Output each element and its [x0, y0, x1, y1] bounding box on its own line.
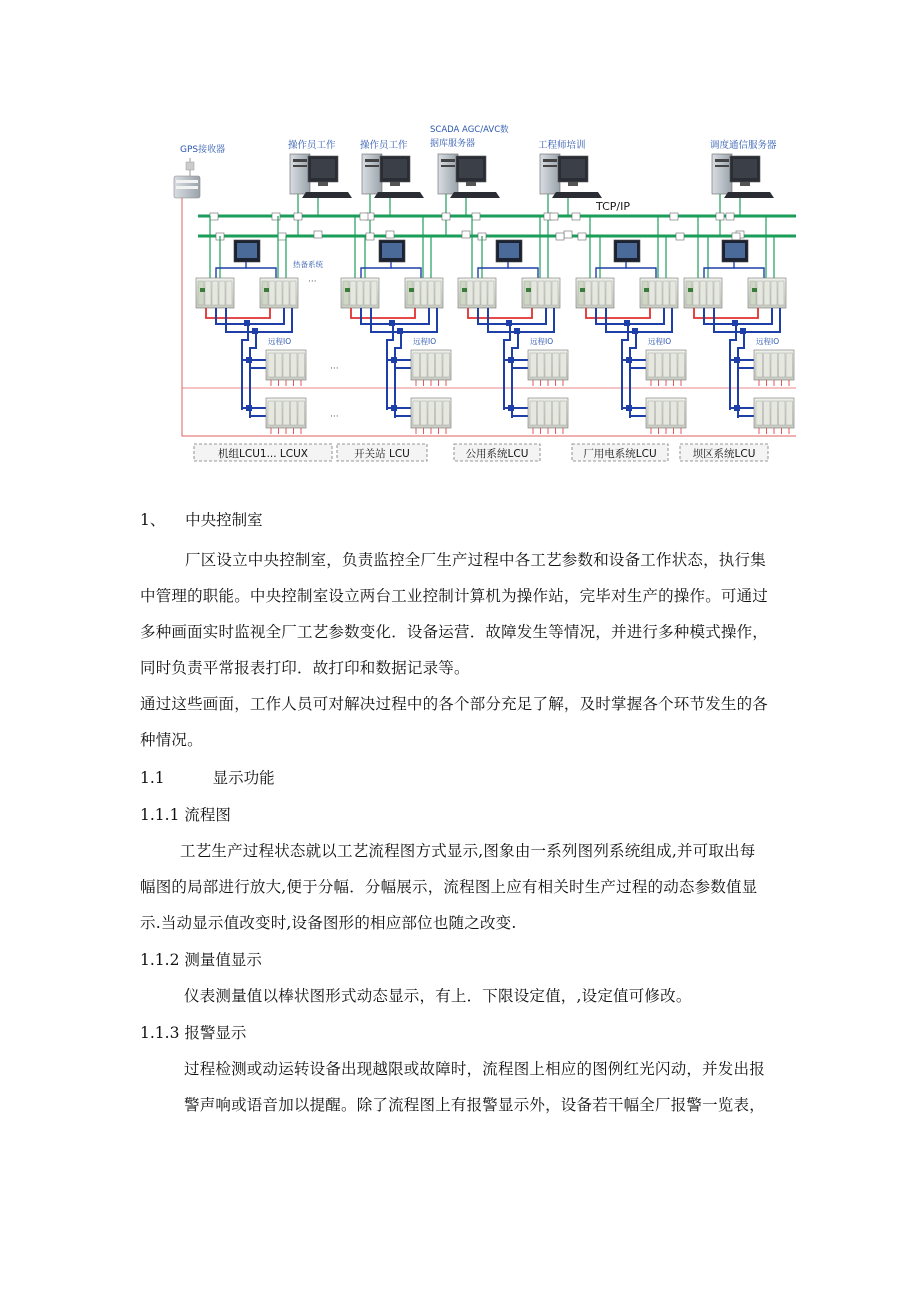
remote-io-rack	[411, 398, 451, 434]
plc-module	[578, 281, 584, 305]
io-module	[764, 401, 771, 425]
remote-io-rack	[754, 398, 794, 434]
section-1-1-1: 1.1.1 流程图	[140, 806, 231, 824]
lcu-group-3	[454, 216, 568, 461]
plc-module	[764, 281, 770, 305]
keyboard	[374, 192, 424, 198]
io-module	[530, 401, 537, 425]
monitor-screen	[733, 159, 757, 178]
keyboard	[724, 192, 774, 198]
plc-module	[198, 281, 204, 305]
pc-tower-drive	[441, 159, 455, 162]
io-module	[560, 401, 567, 425]
hmi-link	[626, 268, 656, 278]
io-module	[671, 401, 678, 425]
plc-module	[435, 281, 441, 305]
lcu-group-2	[337, 216, 451, 461]
workstation-label: 调度通信服务器	[710, 140, 777, 151]
remote-io-rack	[754, 350, 794, 386]
pc-tower-drive	[365, 165, 379, 167]
bus-node	[734, 357, 740, 363]
system-architecture-diagram	[160, 118, 810, 470]
section-1-1-2: 1.1.2 测量值显示	[140, 951, 262, 969]
plc-led	[688, 288, 693, 292]
io-module	[656, 353, 663, 377]
workstation-label-line2: 据库服务器	[430, 139, 476, 149]
plc-led	[264, 288, 269, 292]
io-trunk	[730, 324, 736, 410]
plc-module	[524, 281, 530, 305]
remote-io-rack	[266, 398, 306, 434]
plc-rack	[748, 278, 786, 308]
monitor-screen	[311, 159, 335, 178]
plc-module	[606, 281, 612, 305]
section-number: 1.1	[140, 769, 165, 787]
plc-module	[205, 281, 211, 305]
plc-module	[421, 281, 427, 305]
para1-line3: 多种画面实时监视全厂工艺参数变化．设备运营．故障发生等情况，并进行多种模式操作，	[140, 623, 769, 641]
io-module	[413, 401, 420, 425]
bus-node	[734, 405, 740, 411]
plc-module	[276, 281, 282, 305]
bus-node	[508, 357, 514, 363]
io-trunk	[504, 324, 510, 410]
bus-node	[391, 357, 397, 363]
io-module	[428, 353, 435, 377]
bus-port	[676, 233, 684, 240]
plc-module	[357, 281, 363, 305]
workstation-label: 操作员工作	[288, 140, 336, 151]
plc-module	[531, 281, 537, 305]
io-module	[428, 401, 435, 425]
hmi-screen	[725, 243, 745, 258]
keyboard	[552, 192, 602, 198]
plc-led	[345, 288, 350, 292]
section-title: 显示功能	[212, 769, 275, 787]
hmi-link	[508, 268, 538, 278]
plc-led	[409, 288, 414, 292]
io-module	[553, 353, 560, 377]
plc-rack	[576, 278, 614, 308]
remote-io-rack	[266, 350, 306, 386]
io-module	[678, 353, 685, 377]
remote-io-label: 远程IO	[756, 337, 780, 346]
fieldbus	[606, 308, 672, 332]
fieldbus	[371, 308, 437, 332]
io-module	[298, 401, 305, 425]
monitor-screen	[383, 159, 407, 178]
bus-node	[246, 357, 252, 363]
switch-port	[462, 231, 470, 238]
switch-port	[386, 231, 394, 238]
io-module	[291, 353, 298, 377]
bus-node	[391, 405, 397, 411]
bus-node	[508, 405, 514, 411]
io-module	[545, 401, 552, 425]
section-1-1-3: 1.1.3 报警显示	[140, 1024, 247, 1042]
io-module	[276, 401, 283, 425]
io-module	[413, 353, 420, 377]
io-module	[663, 401, 670, 425]
plc-module	[371, 281, 377, 305]
io-module	[779, 401, 786, 425]
switch-port	[564, 231, 572, 238]
plc-module	[290, 281, 296, 305]
io-module	[530, 353, 537, 377]
plc-module	[414, 281, 420, 305]
io-module	[298, 353, 305, 377]
pc-tower-drive	[543, 159, 557, 162]
para1-line4: 同时负责平常报表打印．故打印和数据记录等。	[140, 659, 470, 677]
para3-line3: 示.当动显示值改变时,设备图形的相应部位也随之改变.	[140, 914, 517, 932]
plc-module	[552, 281, 558, 305]
io-trunk	[387, 324, 393, 410]
plc-led	[644, 288, 649, 292]
monitor-stand	[390, 182, 400, 186]
io-module	[756, 353, 763, 377]
remote-io-label: 远程IO	[530, 337, 554, 346]
section-1-1	[140, 768, 275, 788]
hmi-screen	[382, 243, 402, 258]
bus-port	[572, 213, 580, 220]
io-module	[756, 401, 763, 425]
monitor-stand	[568, 182, 578, 186]
workstation-label: 操作员工作	[360, 140, 408, 151]
bus-port	[726, 213, 734, 220]
plc-module	[407, 281, 413, 305]
plc-module	[343, 281, 349, 305]
plc-rack	[260, 278, 298, 308]
io-module	[648, 401, 655, 425]
ellipsis-top: ···	[308, 277, 317, 287]
gps-receiver	[174, 143, 225, 198]
remote-io-rack	[528, 350, 568, 386]
remote-io-label: 远程IO	[413, 337, 437, 346]
remote-io-rack	[646, 350, 686, 386]
bus-port	[670, 213, 678, 220]
plc-led	[580, 288, 585, 292]
bus-port	[472, 213, 480, 220]
plc-module	[778, 281, 784, 305]
para5-line1: 过程检测或动运转设备出现越限或故障时，流程图上相应的图例红光闪动，并发出报	[184, 1060, 765, 1078]
switch-port	[716, 213, 724, 220]
io-module	[276, 353, 283, 377]
plc-led	[526, 288, 531, 292]
io-module	[421, 353, 428, 377]
monitor-stand	[318, 182, 328, 186]
remote-io-rack	[528, 398, 568, 434]
para3-line2: 幅图的局部进行放大,便于分幅．分幅展示，流程图上应有相关时生产过程的动态参数值显	[140, 878, 758, 896]
para3-line1: 工艺生产过程状态就以工艺流程图方式显示,图象由一系列图列系统组成,并可取出每	[180, 842, 756, 860]
io-module	[560, 353, 567, 377]
plc-rack	[405, 278, 443, 308]
io-module	[553, 401, 560, 425]
workstation-label-line1: SCADA AGC/AVC数	[430, 125, 509, 135]
ellipsis-low: ···	[330, 412, 339, 422]
io-module	[678, 401, 685, 425]
plc-module	[771, 281, 777, 305]
plc-rack	[458, 278, 496, 308]
plc-rack	[196, 278, 234, 308]
bus-port	[210, 213, 218, 220]
ellipsis-mid: ···	[330, 364, 339, 374]
plc-module	[488, 281, 494, 305]
plc-module	[670, 281, 676, 305]
plc-led	[462, 288, 467, 292]
workstation-3	[430, 124, 509, 238]
workstation-4	[538, 139, 602, 238]
para5-line2: 警声响或语音加以提醒。除了流程图上有报警显示外，设备若干幅全厂报警一览表，	[184, 1096, 765, 1114]
pc-tower-drive	[543, 165, 557, 167]
plc-module	[481, 281, 487, 305]
io-trunk	[622, 324, 628, 410]
plc-module	[757, 281, 763, 305]
lcu-label: 机组LCU1... LCUX	[218, 448, 308, 460]
io-module	[545, 353, 552, 377]
lcu-group-5	[680, 216, 794, 461]
bus-port	[556, 233, 564, 240]
workstation-2	[360, 139, 424, 238]
fieldbus	[714, 308, 780, 332]
plc-led	[200, 288, 205, 292]
io-module	[443, 401, 450, 425]
io-module	[436, 353, 443, 377]
bus-node	[626, 357, 632, 363]
plc-module	[283, 281, 289, 305]
plc-module	[663, 281, 669, 305]
workstation-label: 工程师培训	[538, 140, 586, 151]
io-module	[663, 353, 670, 377]
bus-port	[272, 213, 280, 220]
gps-label: GPS接收器	[180, 145, 226, 155]
keyboard	[302, 192, 352, 198]
hmi-link	[734, 268, 764, 278]
switch-port	[314, 231, 322, 238]
workstation-5	[710, 139, 777, 238]
hot-standby-label: 热备系统	[293, 260, 323, 269]
hmi-screen	[617, 243, 637, 258]
plc-rack	[640, 278, 678, 308]
pc-tower-drive	[715, 159, 729, 162]
io-trunk	[242, 324, 248, 410]
plc-module	[700, 281, 706, 305]
lcu-label: 坝区系统LCU	[692, 448, 756, 460]
io-module	[421, 401, 428, 425]
io-module	[443, 353, 450, 377]
bus-port	[578, 233, 586, 240]
plc-module	[649, 281, 655, 305]
plc-module	[642, 281, 648, 305]
plc-module	[467, 281, 473, 305]
plc-module	[686, 281, 692, 305]
io-module	[771, 401, 778, 425]
plc-led	[752, 288, 757, 292]
heading-central-control	[140, 510, 263, 530]
plc-module	[460, 281, 466, 305]
lcu-group-4	[572, 216, 686, 461]
io-module	[764, 353, 771, 377]
plc-rack	[341, 278, 379, 308]
workstation-1	[288, 139, 352, 238]
remote-io-label: 远程IO	[648, 337, 672, 346]
monitor-stand	[466, 182, 476, 186]
monitor-screen	[459, 159, 483, 178]
io-module	[291, 401, 298, 425]
para2-line1: 通过这些画面，工作人员可对解决过程中的各个部分充足了解，及时掌握各个环节发生的各	[140, 695, 769, 713]
para4-line1: 仪表测量值以棒状图形式动态显示，有上．下限设定值，,设定值可修改。	[184, 987, 692, 1005]
bus-port	[732, 233, 740, 240]
plc-module	[599, 281, 605, 305]
io-module	[268, 353, 275, 377]
io-module	[786, 353, 793, 377]
io-module	[283, 353, 290, 377]
remote-io-rack	[646, 398, 686, 434]
tcpip-label: TCP/IP	[596, 200, 630, 213]
lcu-group-1	[194, 216, 332, 461]
plc-module	[656, 281, 662, 305]
plc-module	[585, 281, 591, 305]
fieldbus	[226, 308, 292, 332]
hmi-screen	[237, 243, 257, 258]
pc-tower-drive	[365, 159, 379, 162]
fieldbus	[488, 308, 554, 332]
plc-module	[592, 281, 598, 305]
plc-module	[714, 281, 720, 305]
lcu-label: 开关站 LCU	[354, 448, 410, 460]
bus-port	[278, 233, 286, 240]
io-module	[786, 401, 793, 425]
bus-port	[360, 213, 368, 220]
plc-module	[364, 281, 370, 305]
io-module	[538, 353, 545, 377]
lcu-label: 公用系统LCU	[465, 448, 529, 460]
io-module	[771, 353, 778, 377]
monitor-screen	[561, 159, 585, 178]
plc-module	[226, 281, 232, 305]
plc-module	[538, 281, 544, 305]
para2-line2: 种情况。	[140, 731, 203, 749]
bus-port	[366, 233, 374, 240]
switch-port	[294, 213, 302, 220]
plc-module	[707, 281, 713, 305]
hmi-link	[391, 268, 421, 278]
remote-io-label: 远程IO	[268, 337, 292, 346]
para1-line1: 厂区设立中央控制室，负责监控全厂生产过程中各工艺参数和设备工作状态，执行集	[185, 551, 766, 569]
io-module	[779, 353, 786, 377]
switch-port	[442, 213, 450, 220]
io-module	[436, 401, 443, 425]
hmi-link	[246, 268, 276, 278]
io-module	[538, 401, 545, 425]
bus-node	[246, 405, 252, 411]
io-module	[656, 401, 663, 425]
plc-module	[269, 281, 275, 305]
plc-rack	[522, 278, 560, 308]
pc-tower-drive	[441, 165, 455, 167]
bus-port	[550, 213, 558, 220]
pc-tower-drive	[293, 159, 307, 162]
para1-line2: 中管理的职能。中央控制室设立两台工业控制计算机为操作站，完毕对生产的操作。可通过	[140, 587, 769, 605]
lcu-label: 厂用电系统LCU	[583, 448, 657, 460]
remote-io-rack	[411, 350, 451, 386]
heading-number: 1、	[140, 511, 166, 529]
io-module	[283, 401, 290, 425]
heading-title: 中央控制室	[185, 511, 263, 529]
plc-module	[262, 281, 268, 305]
plc-module	[428, 281, 434, 305]
bus-node	[626, 405, 632, 411]
pc-tower-drive	[715, 165, 729, 167]
keyboard	[450, 192, 500, 198]
plc-module	[212, 281, 218, 305]
io-module	[648, 353, 655, 377]
plc-module	[219, 281, 225, 305]
plc-module	[350, 281, 356, 305]
hmi-screen	[499, 243, 519, 258]
plc-module	[474, 281, 480, 305]
io-module	[268, 401, 275, 425]
pc-tower-drive	[293, 165, 307, 167]
io-module	[671, 353, 678, 377]
plc-module	[545, 281, 551, 305]
plc-rack	[684, 278, 722, 308]
plc-module	[693, 281, 699, 305]
monitor-stand	[740, 182, 750, 186]
plc-module	[750, 281, 756, 305]
